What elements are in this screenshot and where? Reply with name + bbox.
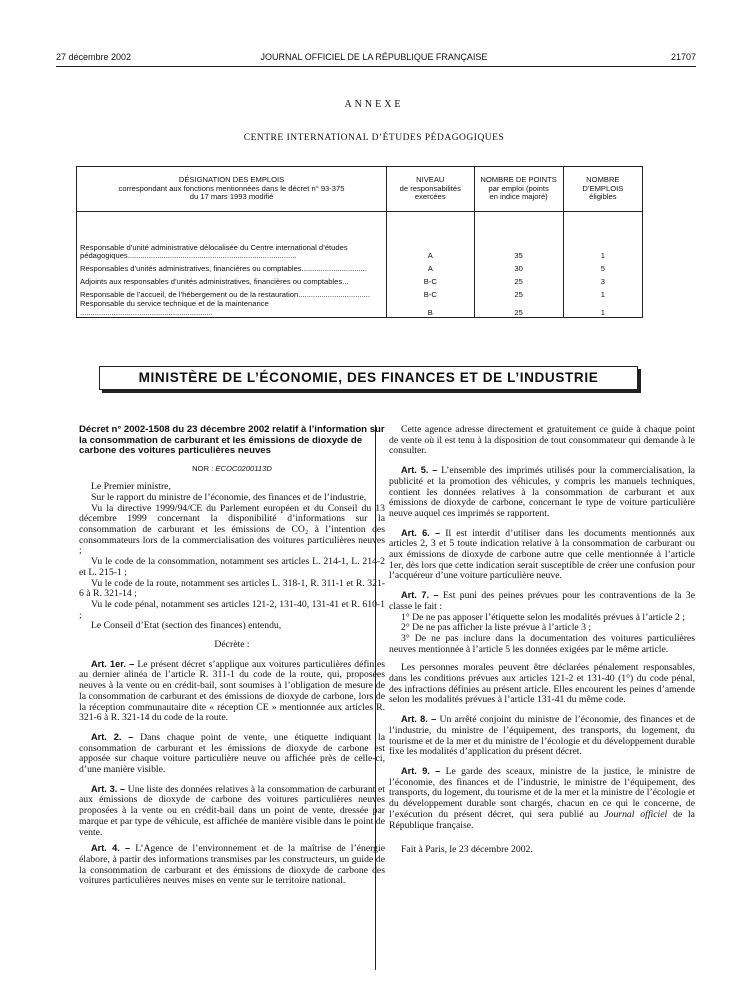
decree-title: Décret n° 2002-1508 du 23 décembre 2002 relatif à l’information sur la consommation de carburant et les émissions de dioxyde de carbone des voitures particulières neuves [79, 424, 385, 456]
cell-points: 30 [474, 261, 563, 274]
cell-points: 25 [474, 274, 563, 287]
table-row [77, 300, 643, 318]
ministry-banner [99, 366, 638, 390]
personnes-morales: Les personnes morales peuvent être déclarées pénalement responsables, dans les conditions prévues aux articles 121-2 et 131-40 (1°) du code pénal, des infractions définies au présent article. Elles encourent les peines d’amende selon les modalités prévues à l’article 131-41 du même code. [389, 662, 695, 706]
cell-niveau: B-C [387, 274, 474, 287]
article-1: Art. 1er. – Le présent décret s’applique aux voitures particulières définies au dernier alinéa de l’article R. 311-1 du code de la route, qui, proposées neuves à la vente ou en crédit-bail, sont soumises à l’obligation de mesure de la consommation de carburant et des émissions de dioxyde de carbone, lors de la réception communautaire dite « réception CE » mentionnée aux articles R. 321-6 à R. 321-14 du code de la route. [79, 658, 385, 724]
cell-points: 25 [474, 300, 563, 318]
article-4: Art. 4. – L’Agence de l’environnement et de la maîtrise de l’énergie élabore, à partir des informations transmises par les constructeurs, un guide de la consommation de carburant et des émissions de dioxyde de carbone des voitures particulières neuves mises en vente sur le territoire national. [79, 843, 386, 887]
annexe-title: ANNEXE [344, 99, 404, 110]
cell-nombre: 5 [563, 261, 642, 274]
agence-paragraph: Cette agence adresse directement et gratuitement ce guide à chaque point de vente où il est tenu à la disposition de tout consommateur qui demande à le consulter. [389, 424, 695, 457]
visa-penal: Vu le code pénal, notamment ses articles 121-2, 131-40, 131-41 et R. 610-1 ; [79, 598, 385, 621]
header-niveau: NIVEAU de responsabilités exercées [387, 167, 474, 212]
article-7-item-3: 3° De ne pas inclure dans la documentation des voitures particulières neuves mentionnée à l’article 5 les données exigées par le même article. [389, 632, 695, 655]
right-column [389, 425, 695, 856]
left-column [79, 425, 385, 887]
table-row [77, 261, 643, 274]
article-9: Art. 9. – Le garde des sceaux, ministre de la justice, le ministre de l’économie, des finances et de l’industrie, le ministre de l’équipement, des transports, du logement, du tourisme et de la mer et la ministre de l’écologie et du développement durable sont chargés, chacun en ce qui le concerne, de l’exécution du présent décret, qui sera publié au Journal officiel de la République française. [389, 765, 695, 831]
cell-nombre: 1 [563, 300, 642, 318]
article-3: Art. 3. – Une liste des données relatives à la consommation de carburant et aux émissions de dioxyde de carbone des voitures particulières neuves proposées à la vente ou en crédit-bail dans un point de vente, dressée par marque et par type de véhicule, est affichée de manière visible dans le point de vente. [79, 783, 385, 838]
cell-designation: Responsable d’unité administrative délocalisée du Centre international d’études pédagogiques................................................................................ [77, 212, 387, 262]
table-row [77, 212, 643, 262]
article-7-item-2: 2° De ne pas afficher la liste prévue à l’article 3 ; [401, 622, 592, 634]
conseil-etat: Le Conseil d’Etat (section des finances) entendu, [91, 620, 282, 632]
fait-a-paris: Fait à Paris, le 23 décembre 2002. [401, 844, 533, 856]
cell-nombre: 1 [563, 287, 642, 300]
cell-niveau: B-C [387, 287, 474, 300]
cell-designation: Responsable de l’accueil, de l’hébergement ou de la restauration.................................. [77, 287, 387, 300]
cell-nombre: 1 [563, 212, 642, 262]
header-nombre: NOMBRE D’EMPLOIS éligibles [563, 167, 642, 212]
rapport: Sur le rapport du ministre de l’économie, des finances et de l’industrie, [91, 491, 367, 503]
page-number: 21707 [670, 52, 696, 62]
visa-route: Vu le code de la route, notamment ses articles L. 318-1, R. 311-1 et R. 321-6 à R. 321-14 ; [79, 577, 385, 600]
article-7-item-1: 1° De ne pas apposer l’étiquette selon les modalités prévues à l’article 2 ; [401, 611, 685, 623]
cell-designation: Adjoints aux responsables d’unités administratives, financières ou comptables... [77, 274, 387, 287]
header-points: NOMBRE DE POINTS par emploi (points en indice majoré) [474, 167, 563, 212]
decrete: Décrète : [214, 639, 250, 651]
article-8: Art. 8. – Un arrêté conjoint du ministre de l’économie, des finances et de l’industrie, du ministre de l’équipement, des transports, du logement, du tourisme et de la mer et du ministre de l’écologie et du développement durable fixe les modalités d’application du présent décret. [389, 714, 695, 758]
cell-niveau: B [387, 300, 474, 318]
header-rule [56, 66, 696, 67]
article-6: Art. 6. – Il est interdit d’utiliser dans les documents mentionnés aux articles 2, 3 et 5 toute indication relative à la consommation de carburant ou aux émissions de dioxyde de carbone autre que celle mentionnée à l’article 1er, dès lors que cette indication serait susceptible de créer une confusion pour l’acquéreur d’une voiture particulière neuve. [389, 527, 695, 582]
cell-designation: Responsables d’unités administratives, financières ou comptables............................... [77, 261, 387, 274]
visa-consommation: Vu le code de la consommation, notamment ses articles L. 214-1, L. 214-2 et L. 215-1 ; [79, 556, 385, 578]
journal-title: JOURNAL OFFICIEL DE LA RÉPUBLIQUE FRANÇAISE [260, 52, 488, 62]
cell-niveau: A [387, 261, 474, 274]
article-2: Art. 2. – Dans chaque point de vente, une étiquette indiquant la consommation de carburant et les émissions de dioxyde de carbone est apposée sur chaque voiture particulière neuve ou affichée près de celle-ci, d’une manière visible. [79, 731, 385, 776]
table-header-row [77, 167, 643, 212]
header-date: 27 décembre 2002 [56, 52, 132, 62]
table-row [77, 274, 643, 287]
cell-niveau: A [387, 212, 474, 262]
header-designation: DÉSIGNATION DES EMPLOIS correspondant aux fonctions mentionnées dans le décret n° 93-375 du 17 mars 1993 modifié [77, 167, 387, 212]
nor-reference: NOR : ECOC0200113D [192, 463, 272, 473]
article-5: Art. 5. – L’ensemble des imprimés utilisés pour la commercialisation, la publicité et la promotion des véhicules, y compris les manuels techniques, contient les données relatives à la consommation de carburant et aux émissions de dioxyde de carbone, concernant le type de voiture particulière neuve auquel ces imprimés se rapportent. [389, 465, 695, 519]
cell-points: 35 [474, 212, 563, 262]
annexe-subtitle: CENTRE INTERNATIONAL D’ÉTUDES PÉDAGOGIQUES [243, 133, 505, 143]
cell-points: 25 [474, 287, 563, 300]
cell-designation: Responsable du service technique et de la maintenance............................................................... [77, 300, 387, 318]
emplois-table [76, 166, 643, 318]
visa-directive: Vu la directive 1999/94/CE du Parlement européen et du Conseil du 13 décembre 1999 concernant la disponibilité d’informations sur la consommation de carburant et les émissions de CO₂ à l’intention des consommateurs lors de la commercialisation des voitures particulières neuves ; [79, 502, 385, 557]
premier-ministre: Le Premier ministre, [91, 481, 171, 493]
cell-nombre: 3 [563, 274, 642, 287]
article-7: Art. 7. – Est puni des peines prévues pour les contraventions de la 3e classe le fait : [389, 590, 695, 612]
ministry-title: MINISTÈRE DE L’ÉCONOMIE, DES FINANCES ET DE L’INDUSTRIE [138, 370, 599, 385]
